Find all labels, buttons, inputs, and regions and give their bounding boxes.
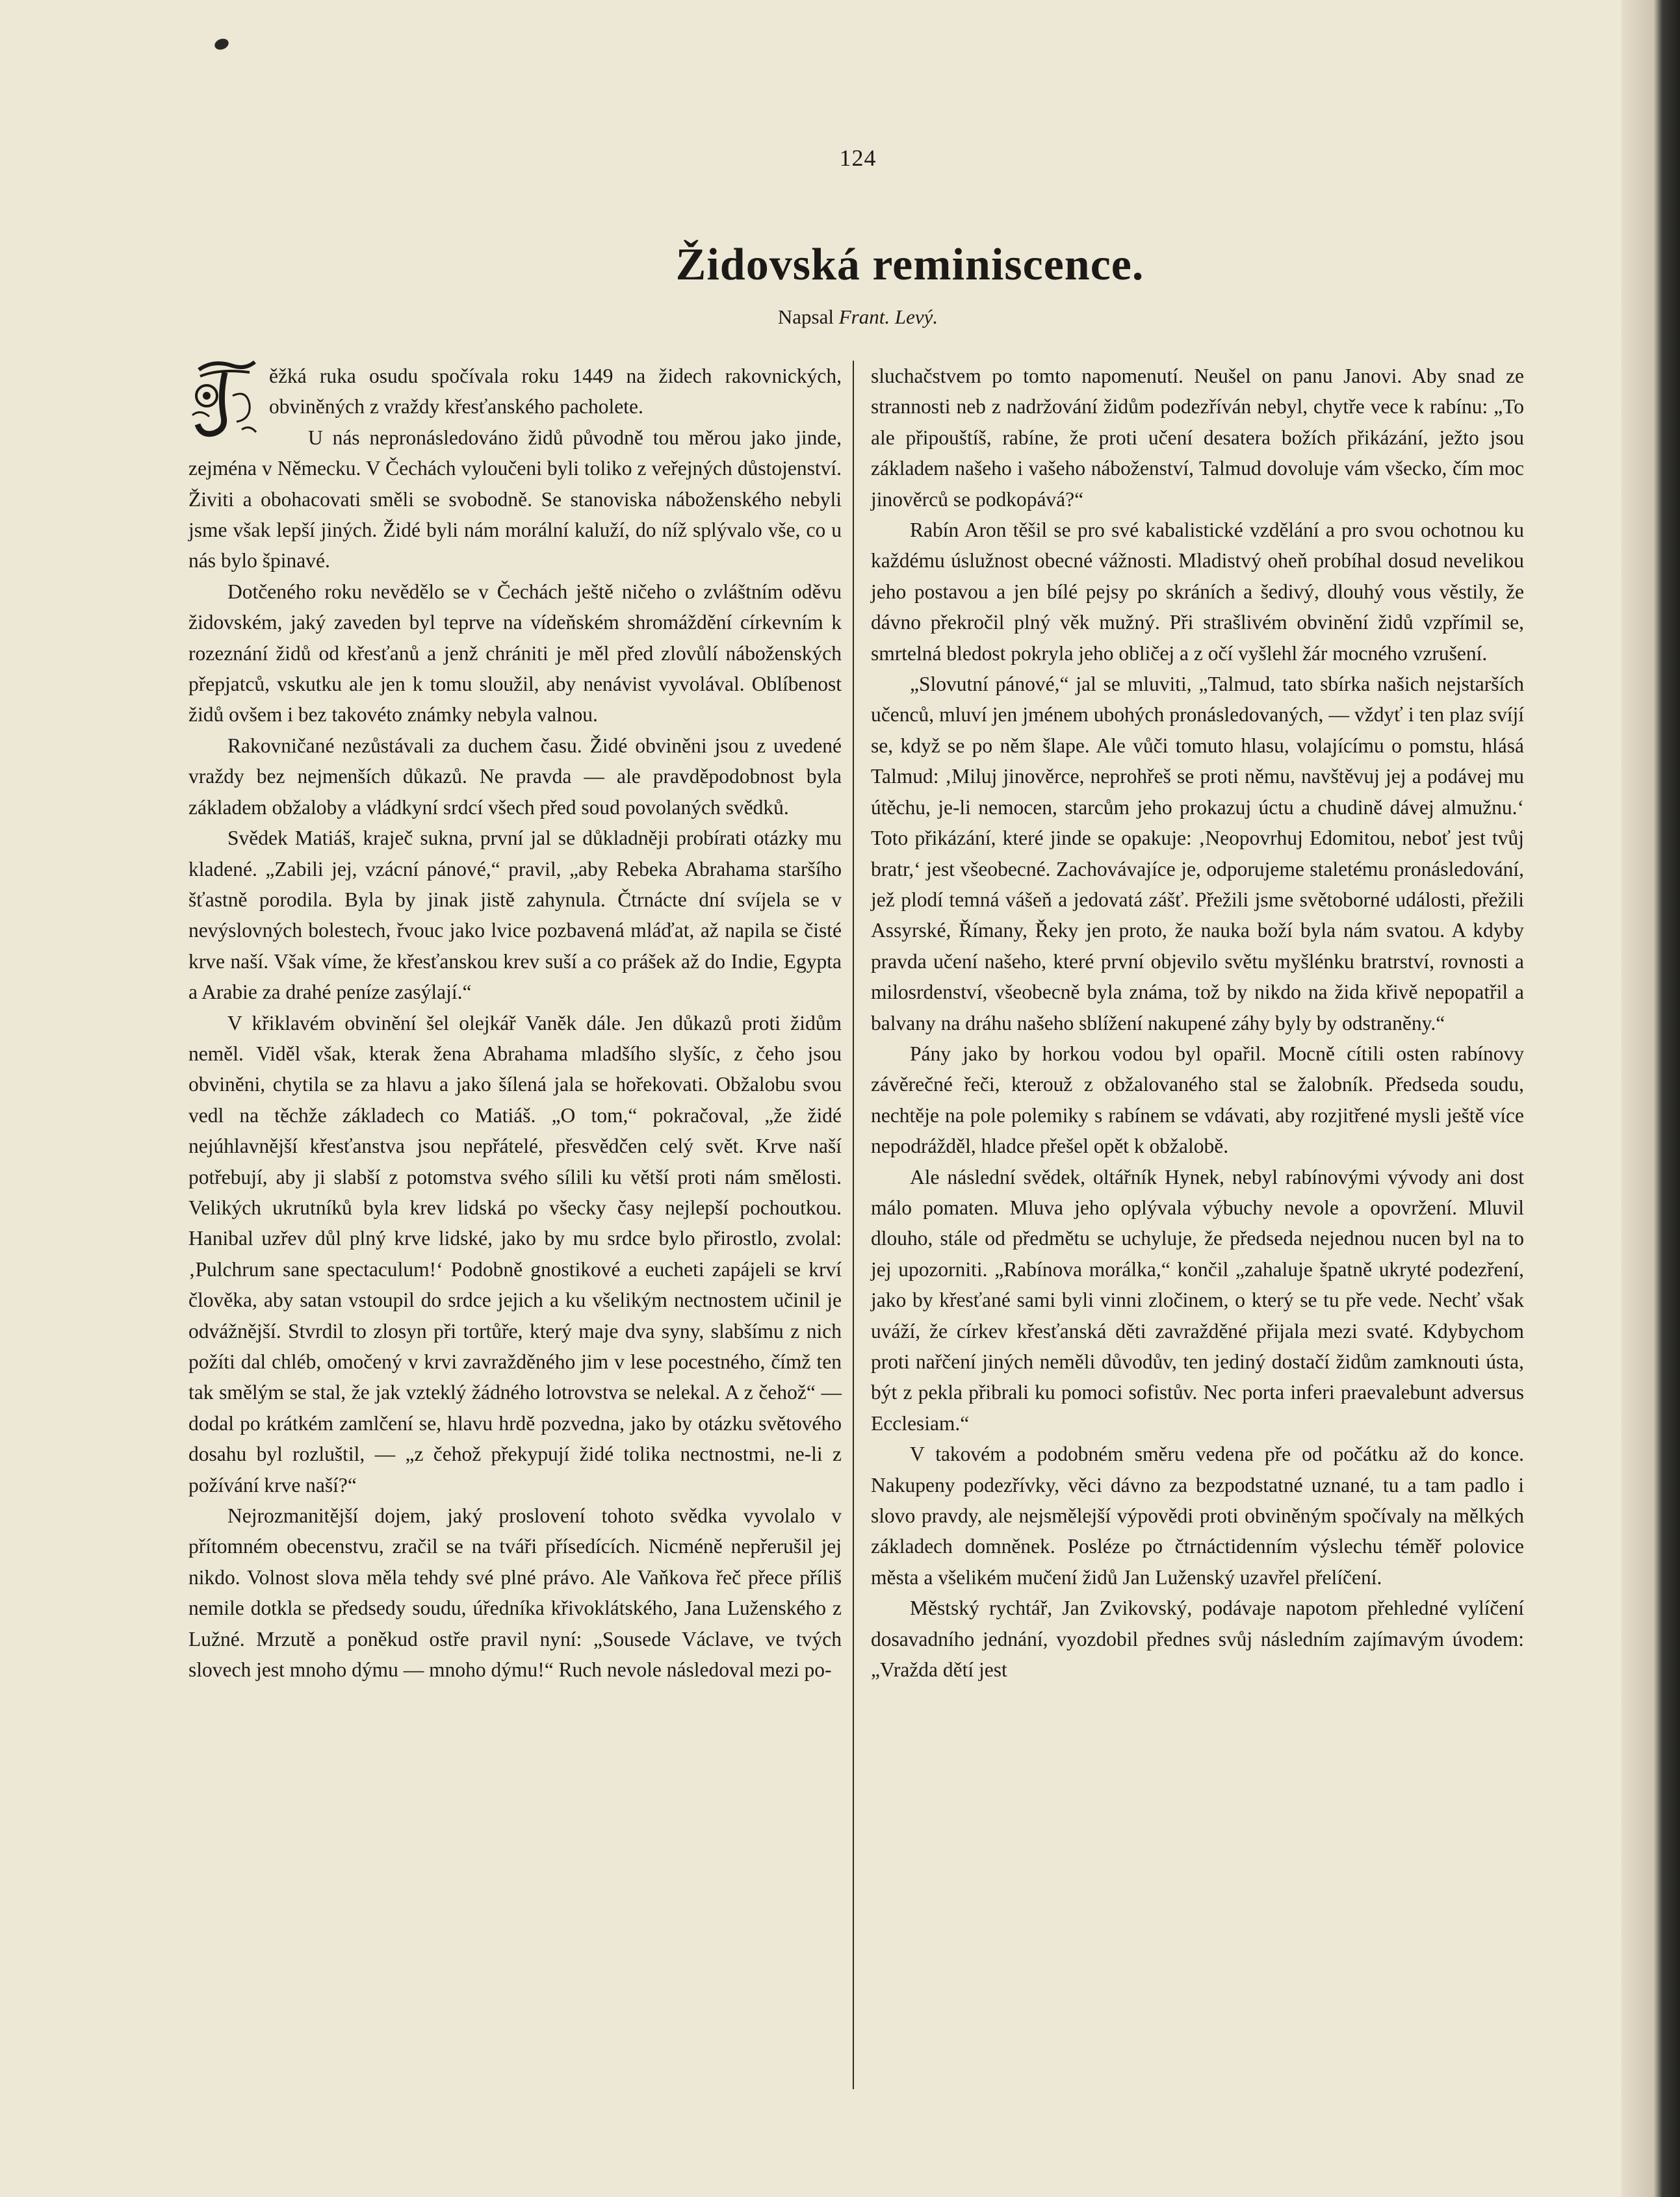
paragraph: „Slovutní pánové,“ jal se mluviti, „Talmud, tato sbírka našich nejstarších učenců, mluví jen jménem ubohých pronásledovaných, — vždyť i ten plaz svíjí se, když se po něm šlape. Ale vůči tomuto hlasu, volajícímu o pomstu, hlásá Talmud: ‚Miluj jinověrce, neprohřeš se proti němu, navštěvuj jej a podávej mu útěchu, je-li nemocen, starcům jeho prokazuj úctu a chudině dávej almužnu.‘ Toto přikázání, které jinde se opakuje: ‚Neopovrhuj Edomitou, neboť jest tvůj bratr,‘ jest všeobecné. Zachovávajíce je, odporujeme staletému pronásledování, jež plodí temná vášeň a jedovatá zášť. Přežili jsme světoborné události, přežili Assyrské, Římany, Řeky jen proto, že nauka boží byla nám svatou. A kdyby pravda učení našeho, které první objevilo světu myšlénku bratrství, rovnosti a milosrdenství, všeobecně byla známa, tož by nikdo na žida křivě nepopatřil a balvany na dráhu našeho sblížení nakupené záhy byly by odstraněny.“	[871, 673, 1524, 1034]
left-column	[188, 361, 842, 1685]
paragraph: V takovém a podobném směru vedena pře od počátku až do konce. Nakupeny podezřívky, věci dávno za bezpodstatné uznané, tu a tam padlo i slovo pravdy, ale nejsmělejší výpovědi proti obviněným spočívaly na mělkých základech domněnek. Posléze po čtrnáctidenním výslechu téměř polovice města a všelikém mučení židů Jan Luženský uzavřel přelíčení.	[871, 1443, 1524, 1589]
paragraph: sluchačstvem po tomto napomenutí. Neušel on panu Janovi. Aby snad ze strannosti neb z nadržování židům podezříván nebyl, chytře vece k rabínu: „To ale připouštíš, rabíne, že proti učení desatera božích přikázání, ježto jsou základem našeho i vašeho náboženství, Talmud dovoluje vám všecko, čím moc jinověrců se podkopává?“	[871, 365, 1524, 511]
page-number: 124	[839, 145, 877, 171]
ornamental-dropcap-t-icon	[187, 357, 260, 440]
paragraph: Ale následní svědek, oltářník Hynek, nebyl rabínovými vývody ani dost málo pomaten. Mluva jeho oplývala výbuchy nevole a opovržení. Mluvil dlouho, stále od předmětu se uchyluje, že předseda nejednou nucen byl na to jej upozorniti. „Rabínova morálka,“ končil „zahaluje špatně ukryté podezření, jako by křesťané sami byli vinni zločinem, o který se tu pře vede. Nechť však uváží, že církev křesťanská děti zavražděné přijala mezi svaté. Kdybychom proti nařčení jiných neměli důvodův, ten jediný dostačí židům zamknouti ústa, být z pekla přibrali ku pomoci sofistův. Nec porta inferi praevalebunt adversus Ecclesiam.“	[871, 1165, 1524, 1435]
paragraph: Svědek Matiáš, kraječ sukna, první jal se důkladněji probírati otázky mu kladené. „Zabili jej, vzácní pánové,“ pravil, „aby Rebeka Abrahama staršího šťastně porodila. Byla by jinak jistě zahynula. Čtrnácte dní svíjela se v nevýslovných bolestech, řvouc jako lvice pozbavená mláďat, až napila se čisté krve naší. Však víme, že křesťanskou krev suší a co prášek až do Indie, Egypta a Arabie za drahé peníze zasýlají.“	[188, 827, 842, 1004]
byline-author: Frant. Levý.	[838, 305, 938, 328]
paragraph: V křiklavém obvinění šel olejkář Vaněk dále. Jen důkazů proti židům neměl. Viděl však, kterak žena Abrahama mladšího slyšíc, z čeho jsou obviněni, chytila se za hlavu a jako šílená jala se hořekovati. Obžalobu svou vedl na těchže základech co Matiáš. „O tom,“ pokračoval, „že židé nejúhlavnější křesťanstva jsou nepřátelé, přesvědčen celý svět. Krve naší potřebují, aby ji slabší z potomstva svého sílili ku větší proti nám smělosti. Velikých ukrutníků byla krev lidská po všecky časy nejlepší pochoutkou. Hanibal uzřev důl plný krve lidské, jako by mu srdce bylo přirostlo, zvolal: ‚Pulchrum sane spectaculum!‘ Podobně gnostikové a eucheti zapájeli se krví člověka, aby satan vstoupil do srdce jejich a ku všelikým nectnostem učinil je odvážnější. Stvrdil to zlosyn při tortůře, který maje dva syny, slabšímu z nich požíti dal chléb, omočený v krvi zavražděného jim v lese pocestného, čímž ten tak smělým se stal, že jak vzteklý žádného lotrovstva se nelekal. A z čehož“ — dodal po krátkém zamlčení se, hlavu hrdě pozvedna, jako by otázku světového dosahu byl rozluštil, — „z čehož překypují židé tolika nectnostmi, ne-li z požívání krve naší?“	[188, 1011, 842, 1497]
byline	[741, 305, 975, 329]
ink-smudge	[213, 37, 230, 52]
paragraph: Rabín Aron těšil se pro své kabalistické vzdělání a pro svou ochotnou ku každému úslužnost obecné vážnosti. Mladistvý oheň probíhal dosud nevelikou jeho postavou a jen bílé pejsy po skráních a šedivý, dlouhý vous věstily, že dávno překročil plný věk mužný. Při strašlivém obvinění židů vzpřímil se, smrtelná bledost pokryla jeho obličej a z očí vyšlehl žár mocného vzrušení.	[871, 519, 1524, 665]
paragraph: Rakovničané nezůstávali za duchem času. Židé obviněni jsou z uvedené vraždy bez nejmenších důkazů. Ne pravda — ale pravděpodobnost byla základem obžaloby a vládkyní srdcí všech před soud povolaných svědků.	[188, 734, 842, 819]
paragraph: Pány jako by horkou vodou byl opařil. Mocně cítili osten rabínovy závěrečné řeči, kterouž z obžalovaného stal se žalobník. Předseda soudu, nechtěje na pole polemiky s rabínem se vdávati, aby rozjitřené mysli ještě více nepodrážděl, hladce přešel opět k obžalobě.	[871, 1042, 1524, 1158]
paragraph: ěžká ruka osudu spočívala roku 1449 na židech rakovnických, obviněných z vraždy křesťanského pacholete.	[188, 361, 842, 422]
paragraph: Nejrozmanitější dojem, jaký proslovení tohoto svědka vyvolalo v přítomném obecenstvu, zračil se na tváři přísedících. Nicméně nepřerušil jej nikdo. Volnost slova měla tehdy své plné právo. Ale Vaňkova řeč přece příliš nemile dotkla se předsedy soudu, úředníka křivoklátského, Jana Luženského z Lužné. Mrzutě a poněkud ostře pravil nyní: „Sousede Václave, ve tvých slovech jest mnoho dýmu — mnoho dýmu!“ Ruch nevole následoval mezi po-	[188, 1504, 842, 1682]
right-column	[871, 361, 1524, 1685]
paragraph: U nás nepronásledováno židů původně tou měrou jako jinde, zejména v Německu. V Čechách vyloučeni byli toliko z veřejných důstojenství. Živiti a obohacovati směli se svobodně. Se stanoviska náboženského nebyli jsme však lepší jiných. Židé byli nám morální kaluží, do níž splývalo vše, co u nás bylo špinavé.	[188, 426, 842, 572]
byline-prefix: Napsal	[777, 305, 834, 328]
article-title: Židovská reminiscence.	[675, 240, 1144, 290]
paragraph: Městský rychtář, Jan Zvikovský, podávaje napotom přehledné vylíčení dosavadního jednání, vyozdobil přednes svůj následním zajímavým úvodem: „Vražda dětí jest	[871, 1597, 1524, 1682]
column-divider	[853, 361, 854, 2089]
page-edge-shadow	[1622, 0, 1680, 2197]
paragraph: Dotčeného roku nevědělo se v Čechách ještě ničeho o zvláštním oděvu židovském, jaký zaveden byl teprve na vídeňském shromáždění církevním k rozeznání židů od křesťanů a jenž chrániti je měl před zlovůlí náboženských přepjatců, vskutku ale jen k tomu sloužil, aby nenávist vyvolával. Oblíbenost židů ovšem i bez takovéto známky nebyla valnou.	[188, 580, 842, 726]
